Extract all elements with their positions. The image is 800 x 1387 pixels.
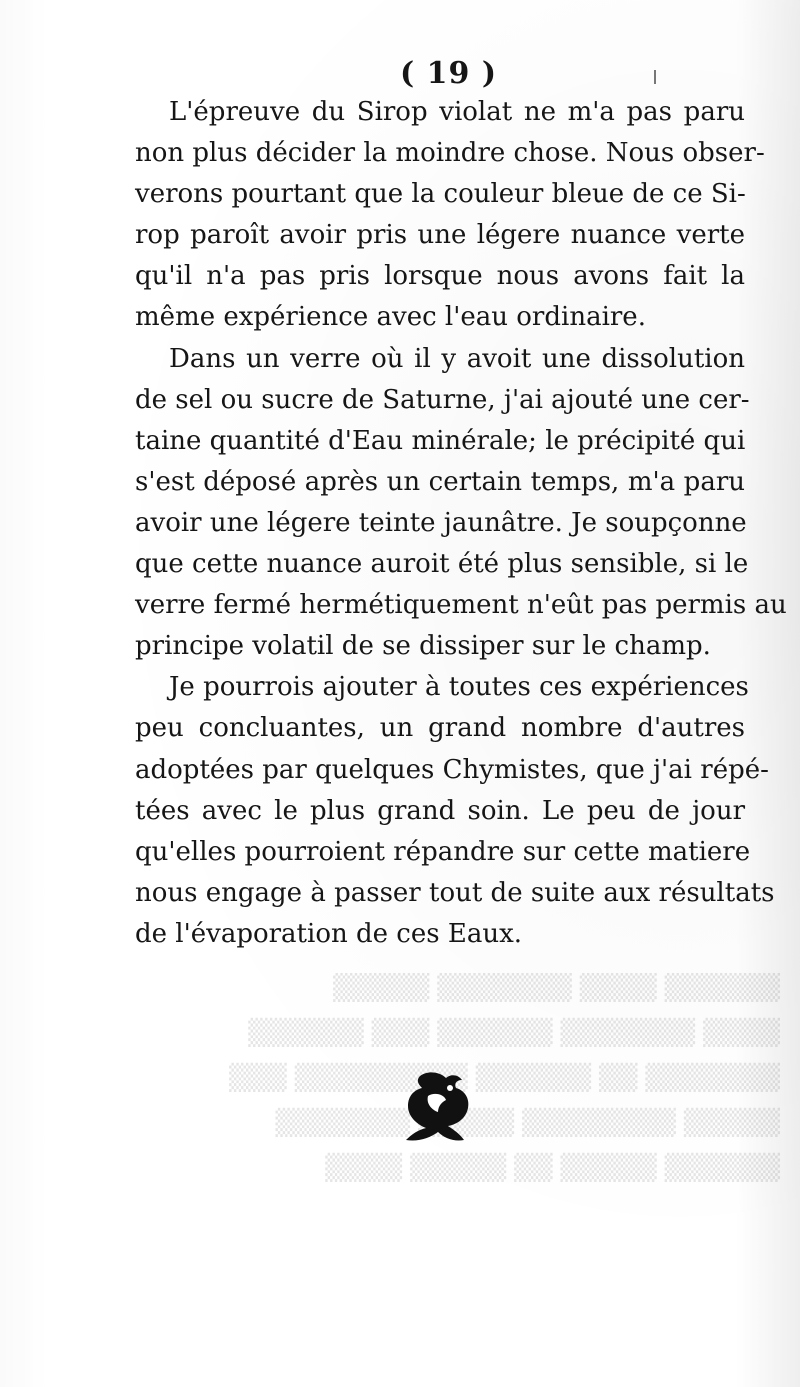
body-text: [135, 92, 787, 955]
fleuron-ornament-icon: [398, 1068, 476, 1148]
text-line: nous engage à passer tout de suite aux résultats: [135, 877, 775, 908]
text-line: principe volatil de se dissiper sur le champ.: [135, 631, 711, 662]
text-line: de l'évaporation de ces Eaux.: [135, 918, 522, 949]
text-line: rop paroît avoir pris une légere nuance verte: [135, 220, 745, 251]
text-line: de sel ou sucre de Saturne, j'ai ajouté une cer-: [135, 384, 750, 415]
text-line: peu concluantes, un grand nombre d'autres: [135, 713, 745, 744]
text-line: adoptées par quelques Chymistes, que j'ai répé-: [135, 754, 769, 785]
text-line: que cette nuance auroit été plus sensible, si le: [135, 549, 749, 580]
text-line: non plus décider la moindre chose. Nous obser-: [135, 138, 765, 169]
text-line: même expérience avec l'eau ordinaire.: [135, 302, 646, 333]
text-line: tées avec le plus grand soin. Le peu de jour: [135, 795, 745, 826]
text-line: verre fermé hermétiquement n'eût pas permis au: [135, 590, 787, 621]
text-line: Je pourrois ajouter à toutes ces expériences: [169, 672, 749, 703]
text-line: verons pourtant que la couleur bleue de ce Si-: [135, 179, 746, 210]
page-edge-mark: [654, 70, 656, 84]
text-line: taine quantité d'Eau minérale; le précipité qui: [135, 425, 746, 456]
page-number: ( 19 ): [400, 56, 498, 91]
text-line: s'est déposé après un certain temps, m'a paru: [135, 466, 745, 497]
text-line: avoir une légere teinte jaunâtre. Je soupçonne: [135, 507, 747, 538]
text-line: qu'il n'a pas pris lorsque nous avons fait la: [135, 261, 745, 292]
text-line: Dans un verre où il y avoit une dissolution: [169, 343, 745, 374]
show-through-bleed: ▒▒▒▒▒▒ ▒▒▒▒ ▒▒▒▒▒▒▒ ▒▒▒▒▒ ▒▒▒▒ ▒▒▒▒▒▒▒ ▒▒▒▒▒▒ ▒▒▒ ▒▒▒▒▒▒ ▒▒▒▒▒▒▒ ▒▒ ▒▒▒▒▒▒ ▒▒▒▒▒▒▒▒▒ ▒▒▒ ▒▒▒▒▒ ▒▒▒▒▒▒▒▒ ▒▒▒▒▒ ▒▒▒▒▒▒▒ ▒▒▒▒▒▒ ▒▒▒▒▒ ▒▒ ▒▒▒▒▒ ▒▒▒▒: [229, 973, 780, 1182]
text-line: L'épreuve du Sirop violat ne m'a pas paru: [169, 97, 745, 127]
text-line: qu'elles pourroient répandre sur cette matiere: [135, 836, 751, 867]
